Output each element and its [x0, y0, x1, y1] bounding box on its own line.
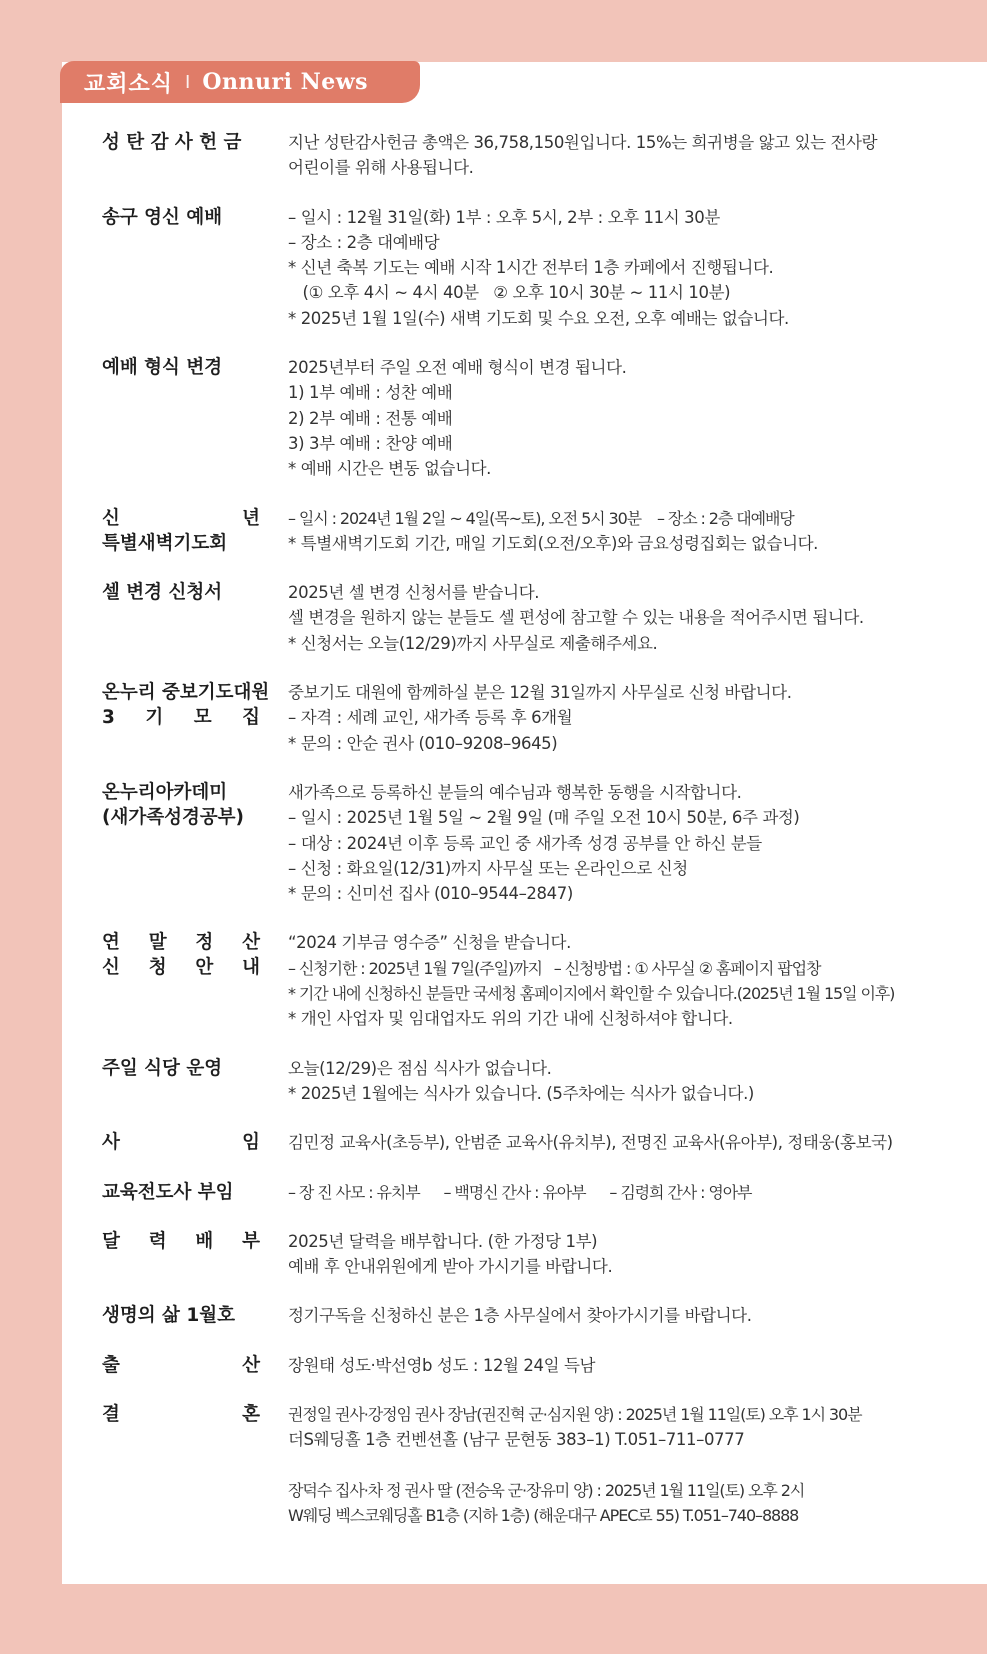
news-item-body	[288, 1303, 752, 1328]
label-char: 연	[102, 932, 120, 954]
header-title-english: Onnuri News	[202, 69, 369, 95]
label-char: 말	[148, 932, 167, 954]
news-item	[102, 680, 942, 756]
body-line: * 예배 시간은 변동 없습니다.	[288, 459, 492, 479]
body-line: * 2025년 1월 1일(수) 새벽 기도회 및 수요 오전, 오후 예배는 없습니다.	[288, 308, 789, 328]
news-item	[102, 1056, 942, 1107]
news-item-body	[288, 355, 626, 481]
label-line: (새가족성경공부)	[102, 806, 245, 828]
label-char: 출	[102, 1354, 120, 1376]
body-line: (① 오후 4시 ~ 4시 40분 ② 오후 10시 30분 ~ 11시 10분)	[288, 283, 731, 303]
label-line: 성 탄 감 사 헌 금	[102, 132, 242, 153]
news-item-label	[102, 355, 260, 481]
news-item-body	[288, 1180, 751, 1205]
body-line: 권정일 권사·강정임 권사 장남(권진혁 군·심지원 양) : 2025년 1월 11일(토) 오후 1시 30분	[288, 1404, 862, 1424]
news-item	[102, 780, 942, 906]
news-item-label	[102, 205, 260, 331]
body-line: – 일시 : 12월 31일(화) 1부 : 오후 5시, 2부 : 오후 11시 30분	[288, 207, 720, 227]
news-item-label	[102, 780, 260, 906]
news-item-label	[102, 1130, 260, 1155]
label-char: 신	[102, 507, 120, 529]
body-line: – 일시 : 2024년 1월 2일 ~ 4일(목~토), 오전 5시 30분 – 장소 : 2층 대예배당	[288, 508, 794, 528]
label-line: 송구 영신 예배	[102, 206, 223, 228]
label-char: 결	[102, 1403, 120, 1425]
label-char: 임	[242, 1132, 260, 1154]
news-item-label	[102, 1353, 260, 1378]
label-char: 내	[242, 957, 260, 979]
news-item-label	[102, 130, 260, 181]
label-char: 집	[242, 707, 260, 729]
news-item-label	[102, 506, 260, 557]
label-char: 3	[102, 707, 115, 729]
label-char: 부	[242, 1230, 260, 1252]
label-char: 신	[102, 957, 120, 979]
body-line: 2) 2부 예배 : 전통 예배	[288, 408, 453, 428]
label-char: 청	[148, 957, 167, 979]
news-item-body	[288, 130, 877, 181]
news-item-body	[288, 1056, 754, 1107]
news-item-label	[102, 680, 270, 756]
section-header-tab	[60, 61, 420, 103]
body-line: * 문의 : 안순 권사 (010–9208–9645)	[288, 733, 558, 753]
news-list	[102, 130, 942, 1552]
news-item-label	[102, 1180, 260, 1205]
body-line: 1) 1부 예배 : 성찬 예배	[288, 383, 453, 403]
news-item	[102, 1402, 942, 1528]
news-item-body	[288, 680, 792, 756]
label-char: 력	[148, 1230, 167, 1252]
label-line: 셀 변경 신청서	[102, 582, 223, 604]
body-line: 새가족으로 등록하신 분들의 예수님과 행복한 동행을 시작합니다.	[288, 782, 742, 802]
label-char: 배	[195, 1230, 214, 1252]
label-line: 온누리 중보기도대원	[102, 682, 270, 704]
news-item	[102, 1303, 942, 1328]
news-item-label	[102, 930, 260, 1031]
label-char: 모	[193, 707, 212, 729]
label-line: 주일 식당 운영	[102, 1057, 223, 1079]
news-item-body	[288, 1353, 595, 1378]
body-line: 2025년 달력을 배부합니다. (한 가정당 1부)	[288, 1231, 598, 1251]
news-item-body	[288, 1229, 612, 1280]
news-item-label	[102, 1056, 260, 1107]
label-line	[102, 506, 260, 531]
news-item-label	[102, 1303, 260, 1328]
news-item-label	[102, 1402, 260, 1528]
news-item	[102, 355, 942, 481]
news-item	[102, 930, 942, 1031]
news-item-body	[288, 930, 894, 1031]
header-title-korean: 교회소식	[84, 71, 174, 97]
body-line: 셀 변경을 원하지 않는 분들도 셀 편성에 참고할 수 있는 내용을 적어주시면 됩니다.	[288, 608, 864, 628]
body-line: 2025년 셀 변경 신청서를 받습니다.	[288, 583, 540, 603]
label-char: 안	[195, 957, 214, 979]
body-line: – 자격 : 세례 교인, 새가족 등록 후 6개월	[288, 708, 573, 728]
label-char: 년	[242, 507, 260, 529]
news-item	[102, 205, 942, 331]
label-char: 산	[242, 1354, 260, 1376]
news-item-label	[102, 1229, 260, 1280]
label-line	[102, 930, 260, 955]
label-line: 특별새벽기도회	[102, 532, 228, 554]
news-item	[102, 1130, 942, 1155]
news-item-body	[288, 580, 864, 656]
body-line: * 신년 축복 기도는 예배 시작 1시간 전부터 1층 카페에서 진행됩니다.	[288, 258, 774, 278]
body-line: – 일시 : 2025년 1월 5일 ~ 2월 9일 (매 주일 오전 10시 50분, 6주 과정)	[288, 808, 800, 828]
body-line: 장원태 성도·박선영b 성도 : 12월 24일 득남	[288, 1355, 596, 1375]
body-line: 더S웨딩홀 1층 컨벤션홀 (남구 문현동 383–1) T.051–711–0777	[288, 1430, 745, 1450]
label-char: 사	[102, 1132, 120, 1154]
news-item-body	[288, 1402, 861, 1528]
body-line: 지난 성탄감사헌금 총액은 36,758,150원입니다. 15%는 희귀병을 앓고 있는 전사랑	[288, 133, 878, 152]
body-line: 3) 3부 예배 : 찬양 예배	[288, 433, 453, 453]
body-line: – 신청기한 : 2025년 1월 7일(주일)까지 – 신청방법 : ① 사무실 ② 홈페이지 팝업창	[288, 958, 821, 978]
label-line	[102, 1130, 260, 1155]
body-line: 오늘(12/29)은 점심 식사가 없습니다.	[288, 1058, 552, 1078]
body-line: – 신청 : 화요일(12/31)까지 사무실 또는 온라인으로 신청	[288, 858, 688, 878]
label-line	[102, 1402, 260, 1427]
label-char: 산	[242, 932, 260, 954]
label-line: 예배 형식 변경	[102, 357, 223, 379]
news-item-body	[288, 506, 818, 557]
body-line: * 기간 내에 신청하신 분들만 국세청 홈페이지에서 확인할 수 있습니다.(2025년 1월 15일 이후)	[288, 984, 895, 1004]
body-line: * 신청서는 오늘(12/29)까지 사무실로 제출해주세요.	[288, 633, 658, 653]
news-item	[102, 1353, 942, 1378]
news-item	[102, 506, 942, 557]
header-separator: I	[185, 71, 191, 93]
body-line: 2025년부터 주일 오전 예배 형식이 변경 됩니다.	[288, 358, 627, 378]
body-line: * 특별새벽기도회 기간, 매일 기도회(오전/오후)와 금요성령집회는 없습니다.	[288, 533, 819, 553]
label-char: 달	[102, 1230, 120, 1252]
body-line: 중보기도 대원에 함께하실 분은 12월 31일까지 사무실로 신청 바랍니다.	[288, 683, 792, 703]
body-line: – 장 진 사모 : 유치부 – 백명신 간사 : 유아부 – 김령희 간사 : 영아부	[288, 1182, 752, 1202]
label-char: 기	[145, 707, 164, 729]
body-line: * 2025년 1월에는 식사가 있습니다. (5주차에는 식사가 없습니다.)	[288, 1083, 754, 1103]
body-line: 장덕수 집사·차 정 권사 딸 (전승욱 군·장유미 양) : 2025년 1월 11일(토) 오후 2시	[288, 1480, 805, 1500]
label-line	[102, 705, 260, 730]
body-line: W웨딩 벡스코웨딩홀 B1층 (지하 1층) (해운대구 APEC로 55) T.051–740–8888	[288, 1505, 799, 1525]
body-line: * 문의 : 신미선 집사 (010–9544–2847)	[288, 884, 573, 904]
body-line: 어린이를 위해 사용됩니다.	[288, 158, 474, 178]
news-item-body	[288, 780, 799, 906]
news-item	[102, 1180, 942, 1205]
news-item-body	[288, 1130, 893, 1155]
label-line: 생명의 삶 1월호	[102, 1305, 235, 1327]
news-item	[102, 130, 942, 181]
body-line: – 대상 : 2024년 이후 등록 교인 중 새가족 성경 공부를 안 하신 분들	[288, 833, 762, 853]
label-line	[102, 1353, 260, 1378]
label-line: 교육전도사 부임	[102, 1181, 234, 1203]
label-char: 혼	[242, 1403, 260, 1425]
body-line: * 개인 사업자 및 임대업자도 위의 기간 내에 신청하셔야 합니다.	[288, 1009, 733, 1029]
body-line: 김민정 교육사(초등부), 안범준 교육사(유치부), 전명진 교육사(유아부), 정태웅(홍보국)	[288, 1133, 893, 1153]
label-line	[102, 955, 260, 980]
news-item-label	[102, 580, 260, 656]
news-item	[102, 580, 942, 656]
body-line: “2024 기부금 영수증” 신청을 받습니다.	[288, 933, 571, 953]
body-line: – 장소 : 2층 대예배당	[288, 232, 440, 252]
line-gap	[288, 1453, 861, 1478]
body-line: 정기구독을 신청하신 분은 1층 사무실에서 찾아가시기를 바랍니다.	[288, 1306, 752, 1326]
body-line: 예배 후 안내위원에게 받아 가시기를 바랍니다.	[288, 1257, 613, 1277]
label-line: 온누리아카데미	[102, 781, 228, 803]
news-item	[102, 1229, 942, 1280]
label-line	[102, 1229, 260, 1254]
news-item-body	[288, 205, 789, 331]
label-char: 정	[195, 932, 214, 954]
